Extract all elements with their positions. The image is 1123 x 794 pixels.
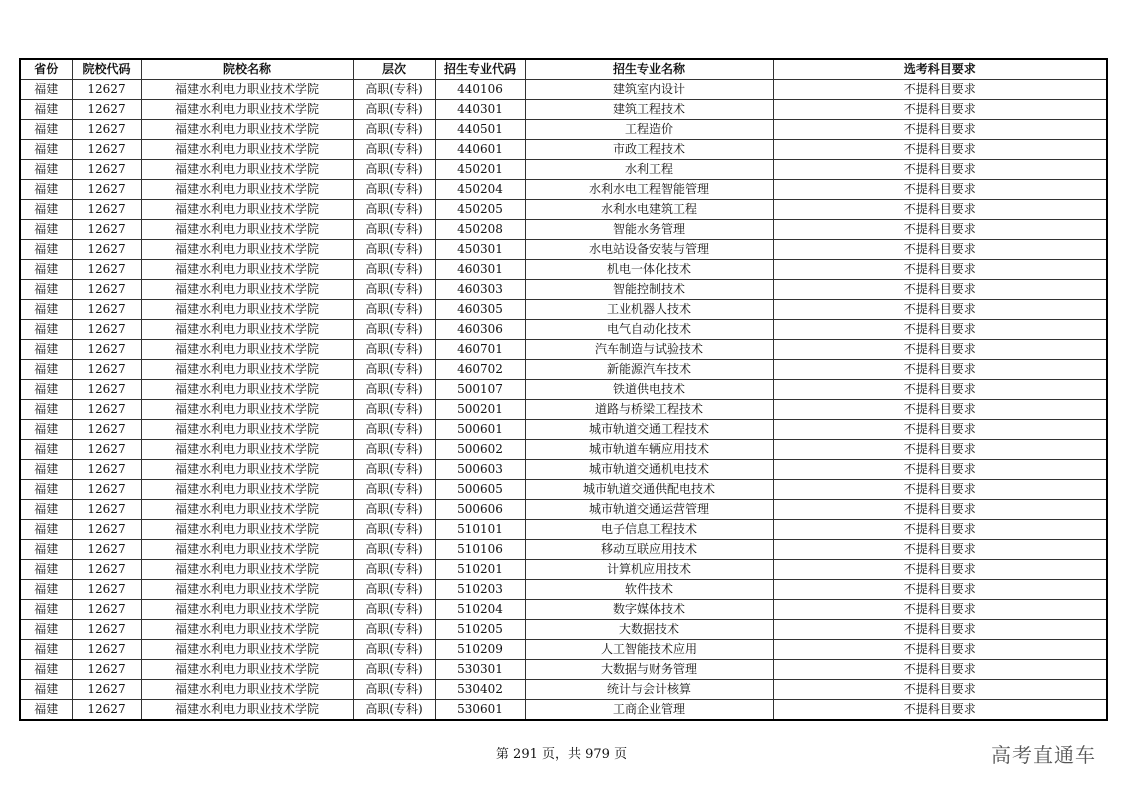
cell-subject-requirement: 不提科目要求 [773, 640, 1107, 660]
cell-province: 福建 [20, 440, 72, 460]
cell-subject-requirement: 不提科目要求 [773, 160, 1107, 180]
cell-level: 高职(专科) [353, 600, 435, 620]
cell-subject-requirement: 不提科目要求 [773, 500, 1107, 520]
cell-major-name: 工业机器人技术 [525, 300, 773, 320]
cell-major-code: 500201 [435, 400, 525, 420]
cell-school-code: 12627 [72, 700, 141, 721]
cell-major-code: 440301 [435, 100, 525, 120]
cell-province: 福建 [20, 180, 72, 200]
cell-level: 高职(专科) [353, 120, 435, 140]
cell-school-name: 福建水利电力职业技术学院 [141, 700, 353, 721]
cell-province: 福建 [20, 580, 72, 600]
table-row [20, 600, 1107, 620]
cell-major-code: 440601 [435, 140, 525, 160]
cell-level: 高职(专科) [353, 520, 435, 540]
cell-major-code: 450301 [435, 240, 525, 260]
table-row [20, 640, 1107, 660]
cell-school-name: 福建水利电力职业技术学院 [141, 480, 353, 500]
cell-subject-requirement: 不提科目要求 [773, 660, 1107, 680]
cell-school-code: 12627 [72, 360, 141, 380]
table-row [20, 560, 1107, 580]
cell-subject-requirement: 不提科目要求 [773, 300, 1107, 320]
table-row [20, 220, 1107, 240]
cell-school-name: 福建水利电力职业技术学院 [141, 140, 353, 160]
cell-school-name: 福建水利电力职业技术学院 [141, 280, 353, 300]
cell-school-code: 12627 [72, 520, 141, 540]
cell-school-name: 福建水利电力职业技术学院 [141, 620, 353, 640]
cell-major-code: 440106 [435, 80, 525, 100]
cell-major-code: 500603 [435, 460, 525, 480]
cell-level: 高职(专科) [353, 660, 435, 680]
cell-subject-requirement: 不提科目要求 [773, 120, 1107, 140]
table-row [20, 140, 1107, 160]
table-row [20, 440, 1107, 460]
cell-level: 高职(专科) [353, 340, 435, 360]
cell-school-name: 福建水利电力职业技术学院 [141, 580, 353, 600]
cell-level: 高职(专科) [353, 620, 435, 640]
cell-major-code: 460306 [435, 320, 525, 340]
cell-major-code: 500606 [435, 500, 525, 520]
enrollment-table [19, 58, 1108, 721]
cell-major-name: 铁道供电技术 [525, 380, 773, 400]
cell-school-code: 12627 [72, 480, 141, 500]
cell-school-code: 12627 [72, 160, 141, 180]
cell-major-name: 智能水务管理 [525, 220, 773, 240]
cell-school-name: 福建水利电力职业技术学院 [141, 100, 353, 120]
cell-school-name: 福建水利电力职业技术学院 [141, 200, 353, 220]
cell-subject-requirement: 不提科目要求 [773, 520, 1107, 540]
cell-school-name: 福建水利电力职业技术学院 [141, 260, 353, 280]
table-row [20, 400, 1107, 420]
header-school-name: 院校名称 [141, 59, 353, 80]
header-major-code: 招生专业代码 [435, 59, 525, 80]
cell-level: 高职(专科) [353, 680, 435, 700]
cell-major-name: 城市轨道交通工程技术 [525, 420, 773, 440]
cell-school-code: 12627 [72, 120, 141, 140]
cell-subject-requirement: 不提科目要求 [773, 220, 1107, 240]
cell-school-name: 福建水利电力职业技术学院 [141, 660, 353, 680]
cell-level: 高职(专科) [353, 280, 435, 300]
cell-major-name: 大数据与财务管理 [525, 660, 773, 680]
cell-school-name: 福建水利电力职业技术学院 [141, 160, 353, 180]
cell-major-code: 510204 [435, 600, 525, 620]
cell-major-code: 500605 [435, 480, 525, 500]
cell-province: 福建 [20, 540, 72, 560]
cell-major-code: 450205 [435, 200, 525, 220]
cell-level: 高职(专科) [353, 360, 435, 380]
cell-school-code: 12627 [72, 80, 141, 100]
cell-major-name: 数字媒体技术 [525, 600, 773, 620]
cell-school-code: 12627 [72, 140, 141, 160]
cell-major-code: 500107 [435, 380, 525, 400]
cell-school-name: 福建水利电力职业技术学院 [141, 80, 353, 100]
cell-major-name: 智能控制技术 [525, 280, 773, 300]
cell-school-code: 12627 [72, 300, 141, 320]
cell-school-code: 12627 [72, 580, 141, 600]
table-row [20, 240, 1107, 260]
cell-major-name: 工程造价 [525, 120, 773, 140]
cell-subject-requirement: 不提科目要求 [773, 480, 1107, 500]
cell-school-name: 福建水利电力职业技术学院 [141, 360, 353, 380]
cell-school-code: 12627 [72, 400, 141, 420]
cell-province: 福建 [20, 320, 72, 340]
cell-province: 福建 [20, 360, 72, 380]
cell-major-name: 水利水电工程智能管理 [525, 180, 773, 200]
cell-major-code: 440501 [435, 120, 525, 140]
cell-province: 福建 [20, 700, 72, 721]
cell-level: 高职(专科) [353, 140, 435, 160]
cell-subject-requirement: 不提科目要求 [773, 380, 1107, 400]
cell-subject-requirement: 不提科目要求 [773, 700, 1107, 721]
cell-subject-requirement: 不提科目要求 [773, 100, 1107, 120]
cell-school-code: 12627 [72, 640, 141, 660]
table-row [20, 340, 1107, 360]
table-row [20, 200, 1107, 220]
cell-major-code: 450208 [435, 220, 525, 240]
cell-school-code: 12627 [72, 620, 141, 640]
cell-subject-requirement: 不提科目要求 [773, 440, 1107, 460]
cell-province: 福建 [20, 480, 72, 500]
cell-major-code: 510205 [435, 620, 525, 640]
cell-school-name: 福建水利电力职业技术学院 [141, 120, 353, 140]
cell-school-name: 福建水利电力职业技术学院 [141, 520, 353, 540]
table-row [20, 280, 1107, 300]
cell-level: 高职(专科) [353, 220, 435, 240]
cell-province: 福建 [20, 640, 72, 660]
table-row [20, 620, 1107, 640]
cell-subject-requirement: 不提科目要求 [773, 420, 1107, 440]
cell-school-name: 福建水利电力职业技术学院 [141, 600, 353, 620]
cell-level: 高职(专科) [353, 180, 435, 200]
cell-major-name: 大数据技术 [525, 620, 773, 640]
cell-subject-requirement: 不提科目要求 [773, 580, 1107, 600]
cell-school-code: 12627 [72, 220, 141, 240]
cell-province: 福建 [20, 120, 72, 140]
cell-level: 高职(专科) [353, 200, 435, 220]
cell-province: 福建 [20, 200, 72, 220]
cell-major-code: 460701 [435, 340, 525, 360]
table-row [20, 460, 1107, 480]
cell-level: 高职(专科) [353, 260, 435, 280]
header-level: 层次 [353, 59, 435, 80]
cell-school-code: 12627 [72, 540, 141, 560]
cell-major-name: 市政工程技术 [525, 140, 773, 160]
cell-school-code: 12627 [72, 500, 141, 520]
cell-school-name: 福建水利电力职业技术学院 [141, 560, 353, 580]
cell-level: 高职(专科) [353, 460, 435, 480]
cell-province: 福建 [20, 220, 72, 240]
cell-school-code: 12627 [72, 200, 141, 220]
cell-school-name: 福建水利电力职业技术学院 [141, 240, 353, 260]
cell-school-name: 福建水利电力职业技术学院 [141, 320, 353, 340]
cell-subject-requirement: 不提科目要求 [773, 80, 1107, 100]
cell-major-code: 500601 [435, 420, 525, 440]
cell-subject-requirement: 不提科目要求 [773, 360, 1107, 380]
cell-school-name: 福建水利电力职业技术学院 [141, 680, 353, 700]
table-row [20, 260, 1107, 280]
cell-province: 福建 [20, 300, 72, 320]
cell-subject-requirement: 不提科目要求 [773, 140, 1107, 160]
table-row [20, 360, 1107, 380]
cell-school-code: 12627 [72, 180, 141, 200]
cell-school-code: 12627 [72, 100, 141, 120]
page-number: 第 291 页，共 979 页 [495, 747, 628, 762]
cell-school-name: 福建水利电力职业技术学院 [141, 420, 353, 440]
table-row [20, 520, 1107, 540]
cell-major-code: 530601 [435, 700, 525, 721]
cell-major-name: 水电站设备安装与管理 [525, 240, 773, 260]
cell-province: 福建 [20, 520, 72, 540]
table-body [20, 80, 1107, 721]
cell-level: 高职(专科) [353, 640, 435, 660]
cell-province: 福建 [20, 260, 72, 280]
cell-major-name: 汽车制造与试验技术 [525, 340, 773, 360]
cell-level: 高职(专科) [353, 400, 435, 420]
cell-school-code: 12627 [72, 660, 141, 680]
table-row [20, 420, 1107, 440]
cell-major-name: 建筑室内设计 [525, 80, 773, 100]
cell-major-name: 道路与桥梁工程技术 [525, 400, 773, 420]
cell-level: 高职(专科) [353, 440, 435, 460]
header-school-code: 院校代码 [72, 59, 141, 80]
cell-level: 高职(专科) [353, 540, 435, 560]
cell-school-name: 福建水利电力职业技术学院 [141, 640, 353, 660]
cell-major-code: 460702 [435, 360, 525, 380]
cell-major-name: 城市轨道交通供配电技术 [525, 480, 773, 500]
cell-subject-requirement: 不提科目要求 [773, 240, 1107, 260]
cell-subject-requirement: 不提科目要求 [773, 180, 1107, 200]
cell-school-name: 福建水利电力职业技术学院 [141, 460, 353, 480]
cell-school-code: 12627 [72, 280, 141, 300]
cell-school-name: 福建水利电力职业技术学院 [141, 180, 353, 200]
cell-school-code: 12627 [72, 320, 141, 340]
table-row [20, 120, 1107, 140]
header-subject-requirement: 选考科目要求 [773, 59, 1107, 80]
cell-level: 高职(专科) [353, 100, 435, 120]
cell-level: 高职(专科) [353, 420, 435, 440]
cell-level: 高职(专科) [353, 80, 435, 100]
cell-major-code: 530301 [435, 660, 525, 680]
cell-school-name: 福建水利电力职业技术学院 [141, 500, 353, 520]
cell-school-code: 12627 [72, 260, 141, 280]
table-row [20, 680, 1107, 700]
cell-major-code: 460301 [435, 260, 525, 280]
cell-subject-requirement: 不提科目要求 [773, 340, 1107, 360]
cell-subject-requirement: 不提科目要求 [773, 680, 1107, 700]
cell-level: 高职(专科) [353, 320, 435, 340]
cell-major-name: 水利水电建筑工程 [525, 200, 773, 220]
cell-major-code: 530402 [435, 680, 525, 700]
cell-province: 福建 [20, 660, 72, 680]
cell-school-name: 福建水利电力职业技术学院 [141, 540, 353, 560]
cell-major-name: 新能源汽车技术 [525, 360, 773, 380]
cell-school-code: 12627 [72, 380, 141, 400]
table-row [20, 700, 1107, 721]
cell-major-code: 510201 [435, 560, 525, 580]
cell-major-name: 工商企业管理 [525, 700, 773, 721]
cell-subject-requirement: 不提科目要求 [773, 400, 1107, 420]
watermark-logo-text: 高考直通车 [991, 743, 1096, 767]
cell-subject-requirement: 不提科目要求 [773, 620, 1107, 640]
cell-level: 高职(专科) [353, 240, 435, 260]
cell-subject-requirement: 不提科目要求 [773, 320, 1107, 340]
cell-major-name: 建筑工程技术 [525, 100, 773, 120]
cell-school-code: 12627 [72, 240, 141, 260]
table-row [20, 80, 1107, 100]
cell-major-name: 城市轨道交通机电技术 [525, 460, 773, 480]
table-row [20, 180, 1107, 200]
table-row [20, 540, 1107, 560]
cell-major-code: 450204 [435, 180, 525, 200]
cell-province: 福建 [20, 460, 72, 480]
cell-school-code: 12627 [72, 680, 141, 700]
cell-school-name: 福建水利电力职业技术学院 [141, 440, 353, 460]
cell-major-code: 510106 [435, 540, 525, 560]
cell-province: 福建 [20, 140, 72, 160]
cell-subject-requirement: 不提科目要求 [773, 200, 1107, 220]
table-header-row [20, 59, 1107, 80]
cell-major-code: 510203 [435, 580, 525, 600]
cell-subject-requirement: 不提科目要求 [773, 600, 1107, 620]
cell-major-name: 城市轨道车辆应用技术 [525, 440, 773, 460]
cell-subject-requirement: 不提科目要求 [773, 540, 1107, 560]
cell-major-code: 510209 [435, 640, 525, 660]
cell-subject-requirement: 不提科目要求 [773, 280, 1107, 300]
cell-major-name: 软件技术 [525, 580, 773, 600]
cell-school-name: 福建水利电力职业技术学院 [141, 300, 353, 320]
cell-school-code: 12627 [72, 440, 141, 460]
table-row [20, 160, 1107, 180]
table-row [20, 100, 1107, 120]
table-row [20, 480, 1107, 500]
header-province: 省份 [20, 59, 72, 80]
cell-province: 福建 [20, 600, 72, 620]
cell-level: 高职(专科) [353, 480, 435, 500]
cell-major-code: 510101 [435, 520, 525, 540]
cell-school-name: 福建水利电力职业技术学院 [141, 380, 353, 400]
cell-province: 福建 [20, 80, 72, 100]
cell-province: 福建 [20, 560, 72, 580]
cell-province: 福建 [20, 160, 72, 180]
cell-province: 福建 [20, 380, 72, 400]
cell-level: 高职(专科) [353, 500, 435, 520]
header-major-name: 招生专业名称 [525, 59, 773, 80]
cell-province: 福建 [20, 240, 72, 260]
cell-level: 高职(专科) [353, 300, 435, 320]
table-row [20, 500, 1107, 520]
table-row [20, 580, 1107, 600]
table-row [20, 380, 1107, 400]
cell-major-name: 城市轨道交通运营管理 [525, 500, 773, 520]
cell-school-name: 福建水利电力职业技术学院 [141, 400, 353, 420]
cell-province: 福建 [20, 680, 72, 700]
cell-major-code: 460305 [435, 300, 525, 320]
cell-school-code: 12627 [72, 340, 141, 360]
cell-major-name: 机电一体化技术 [525, 260, 773, 280]
cell-level: 高职(专科) [353, 700, 435, 721]
cell-subject-requirement: 不提科目要求 [773, 460, 1107, 480]
cell-province: 福建 [20, 400, 72, 420]
cell-school-code: 12627 [72, 560, 141, 580]
cell-level: 高职(专科) [353, 160, 435, 180]
cell-subject-requirement: 不提科目要求 [773, 560, 1107, 580]
cell-major-name: 水利工程 [525, 160, 773, 180]
cell-major-name: 电子信息工程技术 [525, 520, 773, 540]
cell-major-name: 人工智能技术应用 [525, 640, 773, 660]
cell-major-code: 450201 [435, 160, 525, 180]
cell-major-name: 计算机应用技术 [525, 560, 773, 580]
cell-province: 福建 [20, 620, 72, 640]
cell-major-code: 500602 [435, 440, 525, 460]
cell-subject-requirement: 不提科目要求 [773, 260, 1107, 280]
cell-major-name: 电气自动化技术 [525, 320, 773, 340]
table-row [20, 660, 1107, 680]
cell-school-name: 福建水利电力职业技术学院 [141, 220, 353, 240]
cell-province: 福建 [20, 340, 72, 360]
cell-major-code: 460303 [435, 280, 525, 300]
table-row [20, 300, 1107, 320]
cell-major-name: 统计与会计核算 [525, 680, 773, 700]
cell-province: 福建 [20, 500, 72, 520]
cell-school-code: 12627 [72, 420, 141, 440]
cell-province: 福建 [20, 100, 72, 120]
cell-level: 高职(专科) [353, 560, 435, 580]
cell-major-name: 移动互联应用技术 [525, 540, 773, 560]
cell-level: 高职(专科) [353, 380, 435, 400]
cell-school-code: 12627 [72, 600, 141, 620]
cell-level: 高职(专科) [353, 580, 435, 600]
cell-province: 福建 [20, 420, 72, 440]
cell-school-code: 12627 [72, 460, 141, 480]
table-row [20, 320, 1107, 340]
cell-province: 福建 [20, 280, 72, 300]
cell-school-name: 福建水利电力职业技术学院 [141, 340, 353, 360]
